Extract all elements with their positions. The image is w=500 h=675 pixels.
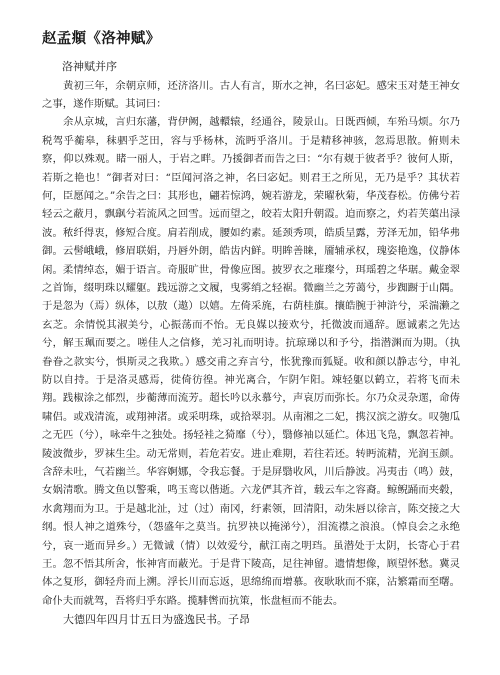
document-subtitle: 洛神赋并序 xyxy=(62,60,117,73)
body-paragraph: 余从京城，言归东藩，背伊阙，越轘辕，经通谷，陵景山。日既西倾，车殆马烦。尔乃税驾乎蘅皋，秣驷乎芝田，容与乎杨林，流眄乎洛川。于是精移神骇，忽焉思散。俯则未察，仰以殊观。睹一丽人，于岩之畔。乃援御者而告之曰：“尔有觌于彼者乎？彼何人斯，若斯之艳也！”御者对曰：“臣闻河洛之神，名曰宓妃。则君王之所见，无乃是乎？其状若何，臣愿闻之。”余告之曰：其形也，翩若惊鸿，婉若游龙，荣曜秋菊，华茂春松。仿佛兮若轻云之蔽月，飘飖兮若流风之回雪。远而望之，皎若太阳升朝霞。迫而察之，灼若芙蕖出渌波。秾纤得衷，修短合度。肩若削成，腰如约素。延颈秀项，皓质呈露，芳泽无加，铅华弗御。云髻峨峨，修眉联娟，丹唇外朗，皓齿内鲜。明眸善睐，靥辅承权，瑰姿艳逸，仪静体闲。柔情绰态，媚于语言。奇服旷世，骨像应图。披罗衣之璀璨兮，珥瑶碧之华琚。戴金翠之首饰，缀明珠以耀躯。践远游之文履，曳雾绡之轻裾。微幽兰之芳蔼兮，步踟蹰于山隅。于是忽为（焉）纵体，以敖（遨）以嬉。左倚采旄，右荫桂旗。攘皓腕于神浒兮，采湍濑之玄芝。余情悦其淑美兮，心振荡而不怡。无良媒以接欢兮，托微波而通辞。愿诚素之先达兮，解玉珮而要之。嗟佳人之信修，羌习礼而明诗。抗琼珶以和予兮，指潜渊而为期。（执眷眷之款实兮，惧斯灵之我欺。）感交甫之弃言兮，怅犹豫而狐疑。收和颜以静志兮，申礼防以自持。于是洛灵感焉，徙倚彷徨。神光离合，乍阴乍阳。竦轻躯以鹤立，若将飞而未翔。践椒涂之郁烈，步蘅薄而流芳。超长吟以永慕兮，声哀厉而弥长。尔乃众灵杂遝，命俦啸侣。或戏清流，或翔神渚。或采明珠，或拾翠羽。从南湘之二妃，携汉滨之游女。叹匏瓜之无匹（兮），咏牵牛之独处。扬轻袿之猗靡（兮），翳修袖以延伫。体迅飞凫，飘忽若神。陵波微步，罗袜生尘。动无常则，若危若安。进止难期，若往若还。转眄流精，光润玉颜。含辞未吐，气若幽兰。华容婀娜，令我忘餐。于是屏翳收风，川后静波。冯夷击（鸣）鼓，女娲清歌。腾文鱼以警乘，鸣玉鸾以偕逝。六龙俨其齐首，载云车之容裔。鲸鲵踊而夹毂，水禽翔而为卫。于是越北沚，过（过）南冈，纡素领，回清阳，动朱唇以徐言，陈交接之大纲。恨人神之道殊兮，（怨盛年之莫当。抗罗袂以掩涕兮），泪流襟之浪浪。（悼良会之永绝兮，哀一逝而异乡。）无微诚（情）以效爱兮，献江南之明珰。虽潜处于太阴，长寄心于君王。忽不悟其所舍，怅神宵而蔽光。于是背下陵高，足往神留。遗情想像，顾望怀愁。冀灵体之复形，御轻舟而上溯。浮长川而忘返，思绵绵而增慕。夜耿耿而不寐，沾繁霜而至曙。命仆夫而就驾，吾将归乎东路。揽騑辔而抗策，怅盘桓而不能去。 xyxy=(42,116,460,607)
colophon-line: 大德四年四月廿五日为盛逸民书。子昂 xyxy=(63,613,250,627)
document-title: 赵孟頫《洛神赋》 xyxy=(42,30,161,47)
preface-paragraph: 黄初三年，余朝京师，还济洛川。古人有言，斯水之神，名曰宓妃。感宋玉对楚王神女之事，遂作斯赋。其词曰： xyxy=(42,79,460,110)
